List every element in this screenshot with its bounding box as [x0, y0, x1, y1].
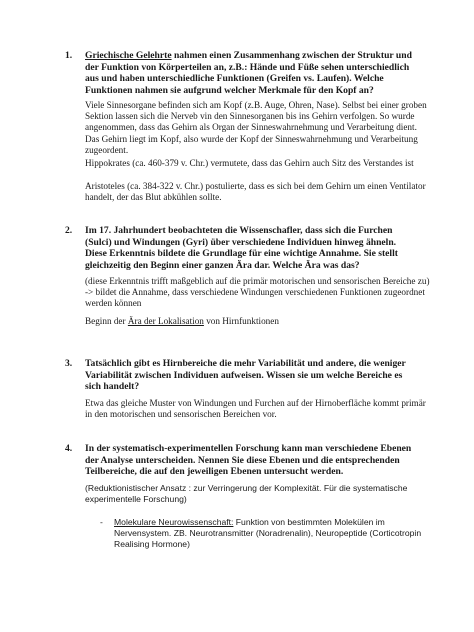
- answer-paragraph: Hippokrates (ca. 460-379 v. Chr.) vermutete, dass das Gehirn auch Sitz des Verstandes ist: [85, 158, 414, 168]
- question-number: 2.: [65, 225, 73, 236]
- question-text: Griechische Gelehrte nahmen einen Zusammenhang zwischen der Struktur und der Funktion von Körperteilen an, z.B.: Hände und Füße sehen unterschiedlich aus und haben unterschiedliche Funktionen (Greifen vs. Laufen). Welche Funktionen nahmen sie aufgrund welcher Merkmale für den Kopf an?: [85, 50, 412, 96]
- answer-paragraph: Beginn der Ära der Lokalisation von Hirnfunktionen: [85, 316, 279, 326]
- term-link: Griechische Gelehrte: [85, 50, 172, 61]
- answer-paragraph: Aristoteles (ca. 384-322 v. Chr.) postulierte, dass es sich bei dem Gehirn um einen Ventilator handelt, der das Blut abkühlen sollte.: [85, 181, 426, 203]
- question-3: [65, 358, 415, 393]
- term-link: Molekulare Neurowissenschaft:: [114, 517, 234, 527]
- list-item: [100, 517, 430, 551]
- question-number: 3.: [65, 358, 73, 369]
- question-text: Im 17. Jahrhundert beobachteten die Wissenschafler, dass sich die Furchen (Sulci) und Windungen (Gyri) über verschiedene Individuen hinweg ähneln. Diese Erkenntnis bildete die Grundlage für eine wichtige Annahme. Sie stellt gleichzeitig den Beginn einer ganzen Ära dar. Welche Ära was das?: [85, 225, 398, 271]
- answer-paragraph: Etwa das gleiche Muster von Windungen und Furchen auf der Hirnoberfläche kommt primär in den motorischen und sensorischen Bereichen vor.: [85, 398, 426, 420]
- question-1: [65, 50, 415, 96]
- answer-paragraph: Viele Sinnesorgane befinden sich am Kopf (z.B. Auge, Ohren, Nase). Selbst bei einer groben Sektion lassen sich die Nerveb vin den Sinnesorganen bis ins Gehirn verfolgen. So wurde angenommen, dass das Gehirn als Organ der Sinneswahrnehmung und Verarbeitung dient. Das Gehirn liegt im Kopf, also wurde der Kopf der Sinneswahrnehmung und Verarbeitung zugeordent.: [85, 100, 427, 155]
- question-text: In der systematisch-experimentellen Forschung kann man verschiedene Ebenen der Analyse unterscheiden. Nennen Sie diese Ebenen und die entsprechenden Teilbereiche, die auf den jeweiligen Ebenen untersucht werden.: [85, 443, 412, 478]
- bullet-dash: -: [100, 517, 103, 527]
- question-4: [65, 443, 415, 478]
- question-number: 4.: [65, 443, 73, 454]
- answer-paragraph: (Reduktionistischer Ansatz : zur Verringerung der Komplexität. Für die systematische experimentelle Forschung): [85, 483, 408, 505]
- question-text: Tatsächlich gibt es Hirnbereiche die mehr Variabilität und andere, die weniger Variabilität zwischen Individuen aufweisen. Wissen sie um welche Bereiche es sich handelt?: [85, 358, 406, 393]
- question-2: [65, 225, 415, 271]
- list-item-text: Molekulare Neurowissenschaft: Funktion von bestimmten Molekülen im Nervensystem. ZB. Neurotransmitter (Noradrenalin), Neuropeptide (Corticotropin Realising Hormone): [114, 517, 422, 550]
- question-number: 1.: [65, 50, 73, 61]
- answer-paragraph: (diese Erkenntnis trifft maßgeblich auf die primär motorischen und sensorischen Bereiche zu) -> bildet die Annahme, dass verschiedene Windungen verschiedenen Funktionen zugeordnet werden können: [85, 276, 430, 309]
- term-link: Ära der Lokalisation: [127, 316, 204, 326]
